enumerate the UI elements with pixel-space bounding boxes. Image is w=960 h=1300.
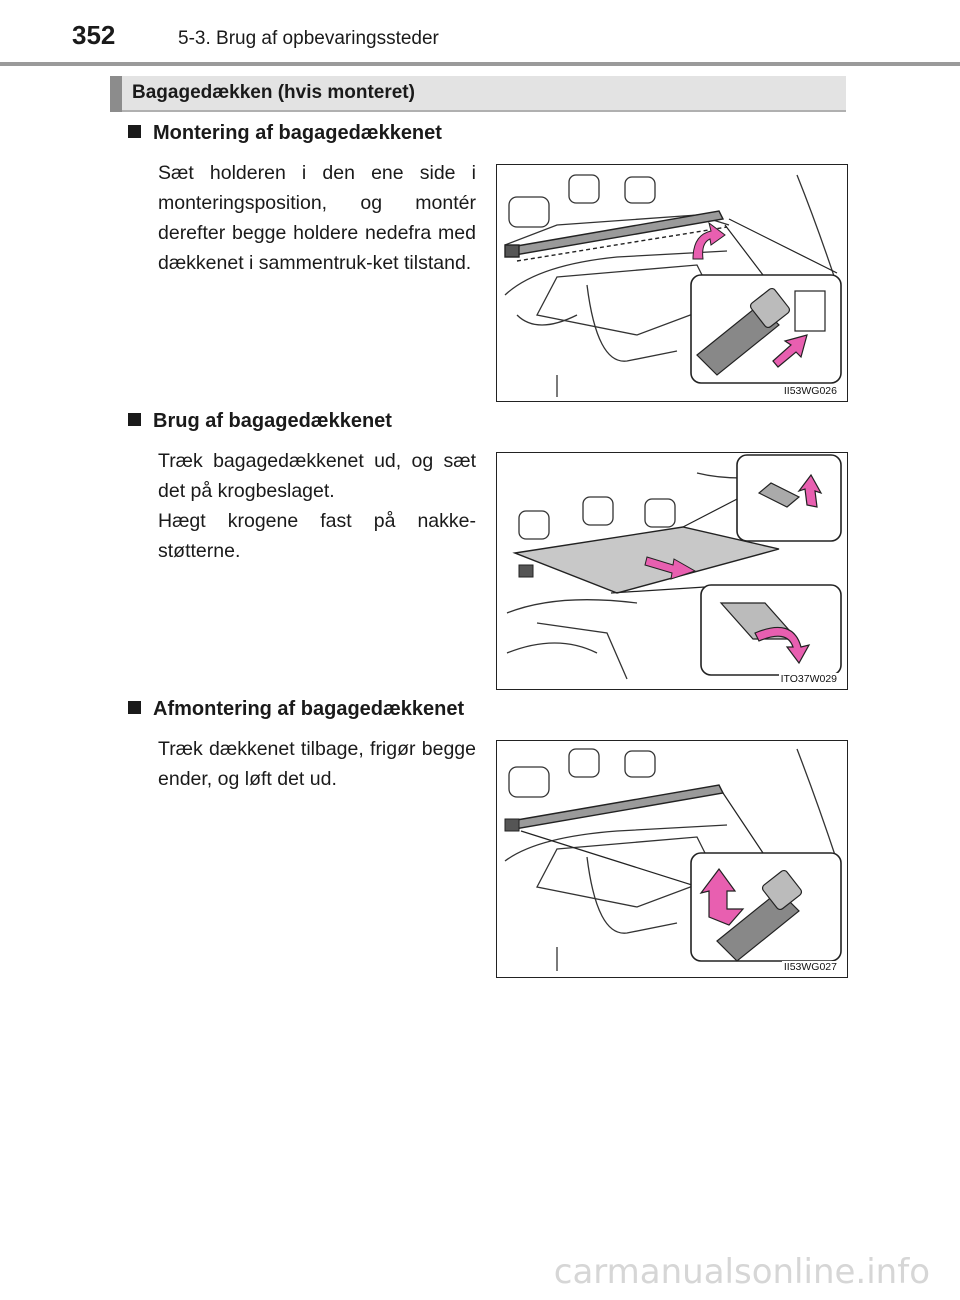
- body-text: Træk dækkenet tilbage, frigør begge ender, og løft det ud.: [158, 738, 476, 790]
- chapter-title: 5-3. Brug af opbevaringssteder: [178, 28, 439, 49]
- section-title: Bagagedækken (hvis monteret): [132, 82, 415, 103]
- cover-roller: [511, 785, 723, 829]
- figure-code: ITO37W029: [780, 673, 837, 685]
- section-header: [110, 76, 846, 112]
- illustration-install: [496, 164, 848, 402]
- square-bullet-icon: [128, 413, 141, 426]
- top-rule: [0, 62, 960, 66]
- square-bullet-icon: [128, 701, 141, 714]
- figure-code: II53WG026: [783, 385, 837, 397]
- car-cargo-illustration: [497, 741, 847, 977]
- car-cargo-illustration: [497, 165, 847, 401]
- body-text: Hægt krogene fast på nakke-støtterne.: [158, 510, 476, 562]
- illustration-remove: [496, 740, 848, 978]
- page-number: 352: [72, 20, 116, 50]
- car-cargo-illustration: [497, 453, 847, 689]
- figure-code: II53WG027: [783, 961, 837, 973]
- subsection-heading: Montering af bagagedækkenet: [128, 122, 442, 145]
- watermark: carmanualsonline.info: [553, 1252, 930, 1292]
- body-text: Træk bagagedækkenet ud, og sæt det på krogbeslaget.: [158, 450, 476, 502]
- subsection-heading: Brug af bagagedækkenet: [128, 410, 392, 433]
- body-text: Sæt holderen i den ene side i monteringsposition, og montér derefter begge holdere nedefra med dækkenet i sammentruk-ket tilstand.: [158, 162, 476, 274]
- illustration-use: [496, 452, 848, 690]
- section-header-bar: [110, 76, 122, 112]
- square-bullet-icon: [128, 125, 141, 138]
- subsection-heading: Afmontering af bagagedækkenet: [128, 698, 464, 721]
